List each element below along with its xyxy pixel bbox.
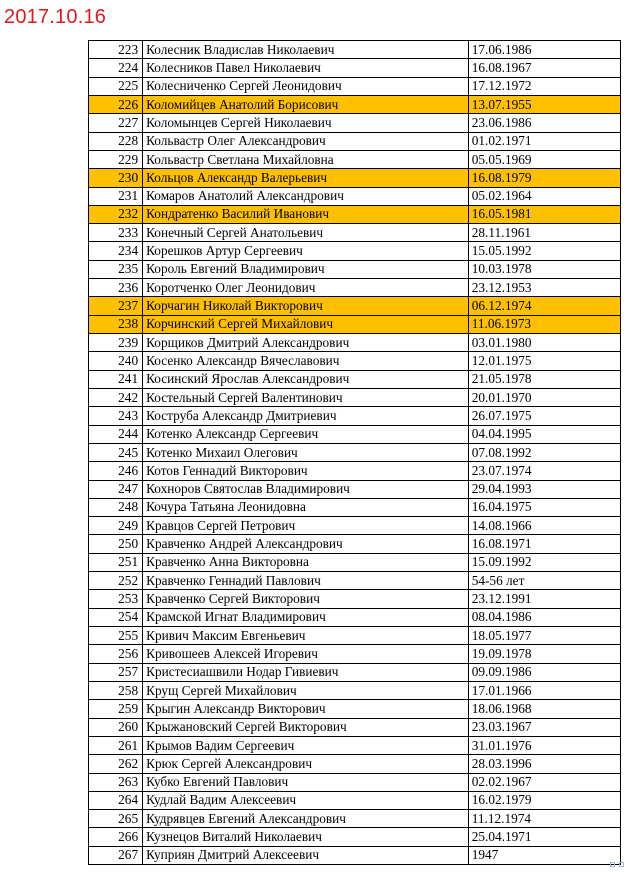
row-name: Конечный Сергей Анатольевич [143,224,469,242]
row-number: 264 [89,791,143,809]
row-number: 250 [89,535,143,553]
row-number: 230 [89,169,143,187]
row-date: 15.05.1992 [468,242,620,260]
row-date: 13.07.1955 [468,95,620,113]
row-date: 14.08.1966 [468,517,620,535]
row-number: 235 [89,260,143,278]
row-number: 242 [89,388,143,406]
row-date: 05.02.1964 [468,187,620,205]
row-number: 229 [89,150,143,168]
row-date: 17.06.1986 [468,41,620,59]
row-name: Корчинский Сергей Михайлович [143,315,469,333]
row-name: Кузнецов Виталий Николаевич [143,828,469,846]
row-number: 248 [89,498,143,516]
table-row [89,315,621,333]
row-number: 227 [89,114,143,132]
row-date: 1947 [468,846,620,864]
table-row [89,59,621,77]
row-number: 254 [89,608,143,626]
row-date: 23.07.1974 [468,462,620,480]
row-name: Кривич Максим Евгеньевич [143,627,469,645]
row-name: Костельный Сергей Валентинович [143,388,469,406]
row-name: Котов Геннадий Викторович [143,462,469,480]
table-row [89,480,621,498]
table-row [89,297,621,315]
table-row [89,242,621,260]
row-number: 241 [89,370,143,388]
table-row [89,718,621,736]
row-name: Косинский Ярослав Александрович [143,370,469,388]
table-body [89,41,621,865]
row-date: 11.12.1974 [468,810,620,828]
table-resize-handle-left[interactable] [610,862,615,867]
row-number: 228 [89,132,143,150]
row-name: Кубко Евгений Павлович [143,773,469,791]
row-date: 17.12.1972 [468,77,620,95]
row-number: 252 [89,572,143,590]
row-number: 262 [89,755,143,773]
row-date: 17.01.1966 [468,681,620,699]
row-name: Комаров Анатолий Александрович [143,187,469,205]
row-number: 253 [89,590,143,608]
table-row [89,260,621,278]
table-row [89,773,621,791]
table-row [89,846,621,864]
row-name: Крыгин Александр Викторович [143,700,469,718]
table-row [89,132,621,150]
row-name: Кочура Татьяна Леонидовна [143,498,469,516]
table-row [89,95,621,113]
table-row [89,205,621,223]
row-name: Косенко Александр Вячеславович [143,352,469,370]
row-date: 23.03.1967 [468,718,620,736]
table-row [89,334,621,352]
table-row [89,370,621,388]
table-row [89,407,621,425]
row-date: 08.04.1986 [468,608,620,626]
row-number: 245 [89,443,143,461]
row-name: Кравцов Сергей Петрович [143,517,469,535]
row-date: 09.09.1986 [468,663,620,681]
table-row [89,150,621,168]
row-date: 16.05.1981 [468,205,620,223]
row-number: 259 [89,700,143,718]
row-name: Коротченко Олег Леонидович [143,279,469,297]
row-date: 16.02.1979 [468,791,620,809]
table-row [89,810,621,828]
row-date: 26.07.1975 [468,407,620,425]
row-name: Корешков Артур Сергеевич [143,242,469,260]
row-date: 15.09.1992 [468,553,620,571]
row-name: Кольвастр Светлана Михайловна [143,150,469,168]
table-row [89,736,621,754]
table-row [89,279,621,297]
row-name: Кохноров Святослав Владимирович [143,480,469,498]
table-row [89,553,621,571]
row-date: 07.08.1992 [468,443,620,461]
row-number: 258 [89,681,143,699]
table-row [89,352,621,370]
row-date: 01.02.1971 [468,132,620,150]
row-name: Кривошеев Алексей Игоревич [143,645,469,663]
row-number: 237 [89,297,143,315]
row-number: 249 [89,517,143,535]
row-number: 265 [89,810,143,828]
row-name: Кольцов Александр Валерьевич [143,169,469,187]
row-number: 256 [89,645,143,663]
row-date: 16.08.1979 [468,169,620,187]
table-row [89,700,621,718]
row-name: Крущ Сергей Михайлович [143,681,469,699]
row-number: 266 [89,828,143,846]
row-number: 223 [89,41,143,59]
row-name: Коломынцев Сергей Николаевич [143,114,469,132]
row-date: 23.06.1986 [468,114,620,132]
row-name: Коструба Александр Дмитриевич [143,407,469,425]
row-name: Кудрявцев Евгений Александрович [143,810,469,828]
row-number: 233 [89,224,143,242]
row-name: Кольвастр Олег Александрович [143,132,469,150]
row-date: 20.01.1970 [468,388,620,406]
row-number: 225 [89,77,143,95]
row-name: Кравченко Сергей Викторович [143,590,469,608]
table-row [89,681,621,699]
row-name: Кравченко Андрей Александрович [143,535,469,553]
row-date: 16.04.1975 [468,498,620,516]
row-date: 18.05.1977 [468,627,620,645]
table-row [89,791,621,809]
row-name: Колесниченко Сергей Леонидович [143,77,469,95]
table-row [89,828,621,846]
row-date: 02.02.1967 [468,773,620,791]
table-row [89,114,621,132]
row-date: 31.01.1976 [468,736,620,754]
row-number: 239 [89,334,143,352]
table-resize-handle[interactable] [619,862,624,867]
table-row [89,498,621,516]
row-date: 25.04.1971 [468,828,620,846]
names-table [88,40,621,865]
row-date: 06.12.1974 [468,297,620,315]
row-name: Кравченко Анна Викторовна [143,553,469,571]
row-name: Кудлай Вадим Алексеевич [143,791,469,809]
row-date: 16.08.1967 [468,59,620,77]
table-row [89,169,621,187]
row-number: 261 [89,736,143,754]
row-name: Крюк Сергей Александрович [143,755,469,773]
row-name: Крымов Вадим Сергеевич [143,736,469,754]
row-date: 16.08.1971 [468,535,620,553]
row-date: 04.04.1995 [468,425,620,443]
row-number: 246 [89,462,143,480]
row-name: Крамской Игнат Владимирович [143,608,469,626]
row-number: 244 [89,425,143,443]
row-name: Крыжановский Сергей Викторович [143,718,469,736]
table-row [89,608,621,626]
table-row [89,535,621,553]
row-date: 54-56 лет [468,572,620,590]
row-name: Коломийцев Анатолий Борисович [143,95,469,113]
row-date: 23.12.1991 [468,590,620,608]
row-number: 267 [89,846,143,864]
table-row [89,462,621,480]
table-row [89,517,621,535]
row-number: 238 [89,315,143,333]
row-name: Корчагин Николай Викторович [143,297,469,315]
document-date: 2017.10.16 [4,6,107,28]
row-name: Король Евгений Владимирович [143,260,469,278]
row-number: 232 [89,205,143,223]
row-date: 03.01.1980 [468,334,620,352]
table-row [89,572,621,590]
row-number: 224 [89,59,143,77]
table-row [89,590,621,608]
table-row [89,425,621,443]
table-row [89,187,621,205]
row-number: 234 [89,242,143,260]
table-row [89,77,621,95]
row-number: 260 [89,718,143,736]
row-date: 11.06.1973 [468,315,620,333]
row-number: 263 [89,773,143,791]
row-number: 236 [89,279,143,297]
table-row [89,224,621,242]
row-date: 18.06.1968 [468,700,620,718]
row-date: 19.09.1978 [468,645,620,663]
row-name: Котенко Александр Сергеевич [143,425,469,443]
row-name: Кондратенко Василий Иванович [143,205,469,223]
table-row [89,755,621,773]
table-row [89,388,621,406]
row-number: 240 [89,352,143,370]
table-row [89,443,621,461]
row-name: Кравченко Геннадий Павлович [143,572,469,590]
row-date: 28.03.1996 [468,755,620,773]
row-number: 255 [89,627,143,645]
row-name: Корщиков Дмитрий Александрович [143,334,469,352]
row-number: 257 [89,663,143,681]
row-name: Колесник Владислав Николаевич [143,41,469,59]
row-number: 251 [89,553,143,571]
table-row [89,627,621,645]
row-date: 28.11.1961 [468,224,620,242]
row-date: 12.01.1975 [468,352,620,370]
row-date: 23.12.1953 [468,279,620,297]
row-name: Котенко Михаил Олегович [143,443,469,461]
row-number: 243 [89,407,143,425]
row-number: 226 [89,95,143,113]
table-row [89,663,621,681]
row-number: 231 [89,187,143,205]
table-row [89,645,621,663]
table-row [89,41,621,59]
row-name: Кристесиашвили Нодар Гивиевич [143,663,469,681]
row-date: 10.03.1978 [468,260,620,278]
row-date: 21.05.1978 [468,370,620,388]
row-name: Куприян Дмитрий Алексеевич [143,846,469,864]
row-name: Колесников Павел Николаевич [143,59,469,77]
row-number: 247 [89,480,143,498]
row-date: 29.04.1993 [468,480,620,498]
row-date: 05.05.1969 [468,150,620,168]
